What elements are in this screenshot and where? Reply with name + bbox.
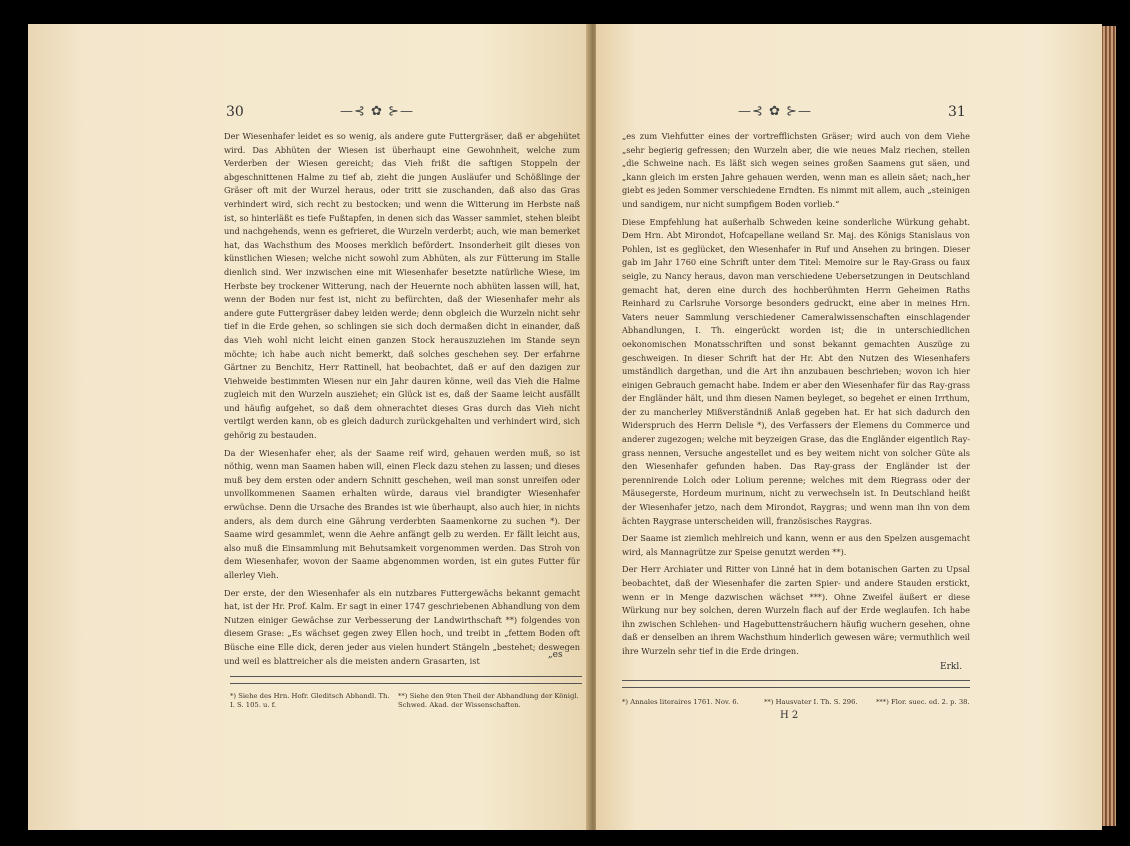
left-catchword: „es bbox=[548, 650, 563, 660]
left-paragraph-1: Der Wiesenhafer leidet es so wenig, als andere gute Futtergräser, daß er abgehütet wird. Das Abhüten der Wiesen ist überhaupt eine Gewohnheit, welche zum Verderben der Wiesen gereicht; das Vieh frißt die saftigen Stoppeln der abgeschnittenen Halme zu tief ab, zieht die jungen Ausläufer und Schößlinge der Gräser oft mit der Wurzel heraus, oder tritt sie zuschanden, daß also das Gras verhindert wird, sich recht zu bestocken; und wenn die Witterung im Herbste naß ist, so hinterläßt es tiefe Fußtapfen, in denen sich das Wasser sammlet, stehen bleibt und nachgehends, wenn es gefrieret, die Wurzeln verderbt; auch, wie man bemerket hat, das Wachsthum des Mooses merklich befördert. Insonderheit gilt dieses von künstlichen Wiesen; welche nicht sowohl zum Abhüten, als zur Fütterung im Stalle dienlich sind. Wer inzwischen eine mit Wiesenhafer besetzte natürliche Wiese, im Herbste bey trockener Witterung, nach der Heuernte noch abhüten lassen will, hat, wenn der Boden nur fest ist, nicht zu befürchten, daß der Wiesenhafer mehr als andere gute Futtergräser dabey leiden werde; denn obgleich die Wurzeln nicht sehr tief in die Erde gehen, so schlingen sie sich doch dermaßen dicht in einander, daß das Vieh wohl nicht leicht einen ganzen Stock herauszuziehen im Stande seyn möchte; ich habe auch nicht bemerkt, daß solches geschehen sey. Der erfahrne Gärtner zu Benchitz, Herr Rattinell, hat beobachtet, daß er auf den dazigen zur Viehweide bestimmten Wiesen nur ein Jahr dauren könne, weil das Vieh die Halme zugleich mit den Wurzeln ausziehet; ein Glück ist es, daß der Saame leicht ausfällt und häufig aufgehet, so daß dem ohnerachtet dieses Gras durch das Vieh nicht vertilgt werden kann, ob es gleich dadurch zurückgehalten und verhindert wird, sich gehörig zu bestauden. bbox=[224, 131, 580, 441]
right-paragraph-1: „es zum Viehfutter eines der vortrefflichsten Gräser; wird auch von dem Viehe „sehr begierig gefressen; den Wurzeln aber, die wie neues Malz riechen, stellen „die Schweine nach. Es läßt sich wegen seines großen Saamens gut säen, und „kann gleich im ersten Jahre gehauen werden, wenn man es allein säet; nach„her giebt es jeden Sommer verschiedene Erndten. Es nimmt mit allem, auch „steinigen und sandigem, nur nicht sumpfigem Boden vorlieb.“ bbox=[622, 131, 970, 209]
left-footnote-1: *) Siehe des Hrn. Hofr. Gleditsch Abhandl. Th. I. S. 105. u. f. bbox=[230, 692, 390, 709]
left-body-text bbox=[224, 130, 580, 672]
right-footnote-rule bbox=[622, 680, 970, 688]
right-page-number: 31 bbox=[948, 104, 966, 120]
right-header-ornament: —⊰ ✿ ⊱— bbox=[738, 104, 812, 119]
right-footnote-1: *) Annales literaires 1761. Nov. 6. bbox=[622, 698, 739, 706]
left-page-number: 30 bbox=[226, 104, 244, 120]
right-body-text bbox=[622, 130, 970, 663]
right-paragraph-3: Der Saame ist ziemlich mehlreich und kann, wenn er aus den Spelzen ausgemacht wird, als Mannagrütze zur Speise genutzt werden **). bbox=[622, 533, 970, 557]
right-footnote-3: ***) Flor. suec. ed. 2. p. 38. bbox=[876, 698, 970, 706]
right-catchword: Erkl. bbox=[940, 662, 963, 672]
right-footnote-2: **) Hausvater I. Th. S. 296. bbox=[764, 698, 858, 706]
left-paragraph-3: Der erste, der den Wiesenhafer als ein nutzbares Futtergewächs bekannt gemacht hat, ist der Hr. Prof. Kalm. Er sagt in einer 1747 geschriebenen Abhandlung von dem Nutzen einiger Gewächse zur Verbesserung der Landwirthschaft **) folgendes von diesem Grase: „Es wächset gegen zwey Ellen hoch, und treibt in „fettem Boden oft Büsche eine Elle dick, deren jeder aus vielen hundert Stängeln „bestehet; deswegen und weil es blattreicher als die meisten andern Grasarten, ist bbox=[224, 587, 580, 666]
left-footnote-2: **) Siehe den 9ten Theil der Abhandlung der Königl. Schwed. Akad. der Wissenschaften. bbox=[398, 692, 579, 709]
book-spread bbox=[18, 16, 1116, 836]
left-header-ornament: —⊰ ✿ ⊱— bbox=[340, 104, 414, 119]
left-paragraph-2: Da der Wiesenhafer eher, als der Saame reif wird, gehauen werden muß, so ist nöthig, wenn man Saamen haben will, einen Fleck dazu stehen zu lassen; und dieses muß bey dem ersten oder andern Schnitt geschehen, weil man sonst unreifen oder unvollkommenen Saamen erhalten würde, daraus viel brandigter Wiesenhafer erwüchse. Denn die Ursache des Brandes ist wie überhaupt, also auch hier, in nichts anders, als dem durch eine Gährung verderbten Saamenkorne zu suchen *). Der Saame wird gesammlet, wenn die Aehre anfängt gelb zu werden. Er fällt leicht aus, also muß die Einsammlung mit Behutsamkeit vorgenommen werden. Das Stroh von dem Wiesenhafer, wovon der Saame abgenommen worden, ist ein gutes Futter für allerley Vieh. bbox=[224, 447, 580, 580]
printer-signature-mark: H 2 bbox=[780, 710, 799, 721]
right-paragraph-4: Der Herr Archiater und Ritter von Linné hat in dem botanischen Garten zu Upsal beobachtet, daß der Wiesenhafer die zarten Spier- und andere Stauden erstickt, wenn er in Menge dazwischen wächset ***). Ohne Zweifel äußert er diese Würkung nur bey solchen, deren Wurzeln flach auf der Erde weglaufen. Ich habe ihn zwischen Schlehen- und Hagebuttensträuchern häufig wuchern gesehen, ohne daß er denselben an ihrem Wachsthum hinderlich gewesen wäre; vermuthlich weil ihre Wurzeln sehr tief in die Erde dringen. bbox=[622, 564, 970, 656]
left-footnote-rule bbox=[230, 676, 582, 684]
page-edges bbox=[1102, 26, 1116, 826]
right-paragraph-2: Diese Empfehlung hat außerhalb Schweden keine sonderliche Würkung gehabt. Dem Hrn. Abt Mirondot, Hofcapellane weiland Sr. Maj. des Königs Stanislaus von Pohlen, ist es geglücket, den Wiesenhafer in Ruf und Ansehen zu bringen. Dieser gab im Jahr 1760 eine Schrift unter dem Titel: Memoire sur le Ray-Grass ou faux seigle, zu Nancy heraus, davon man verschiedene Uebersetzungen in Deutschland gemacht hat, deren eine durch des hochberühmten Herrn Geheimen Raths Reinhard zu Carlsruhe Vorsorge besonders gedruckt, eine aber in meines Hrn. Vaters neuer Sammlung verschiedener Cameralwissenschaften einschlagender Abhandlungen, I. Th. eingerückt worden ist; die in unterschiedlichen oekonomischen Monatsschriften und sonst bekannt gemachten Auszüge zu geschweigen. In dieser Schrift hat der Hr. Abt den Nutzen des Wiesenhafers umständlich dargethan, und die Art ihn anzubauen beschrieben; wovon ich hier einigen Gebrauch gemacht habe. Indem er aber den Wiesenhafer für das Ray-grass der Engländer hält, und ihm diesen Namen beyleget, so begehet er einen Irrthum, der zu mancherley Mißverständniß Anlaß gegeben hat. Er hat sich dadurch den Widerspruch des Herrn Delisle *), des Verfassers der Elemens du Commerce und anderer zugezogen; welche mit beyzeigen Grase, das die Engländer eigentlich Ray-grass nennen, Versuche angestellet und es bey weitem nicht von solcher Güte als den Wiesenhafer gefunden haben. Das Ray-grass der Engländer ist der perennirende Lolch oder Lolium perenne; welches mit dem Riegrass oder der Mäusegerste, Hordeum murinum, nicht zu verwechseln ist. In Deutschland heißt der Wiesenhafer jetzo, nach dem Mirondot, Raygras; und wenn man ihn von dem ächten Raygrase unterscheiden will, französisches Raygras. bbox=[622, 216, 970, 526]
